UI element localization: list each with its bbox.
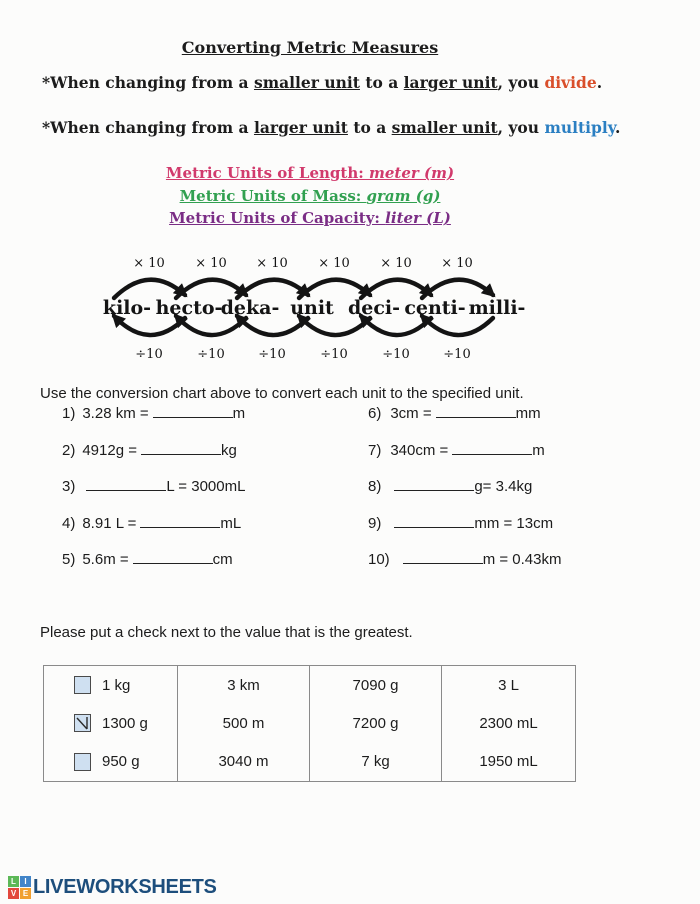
prefix-milli: milli-: [468, 297, 526, 319]
answer-blank-4[interactable]: [140, 514, 220, 528]
multiply-arc: [114, 280, 185, 298]
greatest-instruction: Please put a check next to the value that is the greatest.: [40, 624, 413, 641]
divide-ten-label: ÷10: [320, 347, 348, 362]
prefix-centi: centi-: [404, 297, 466, 319]
divide-ten-label: ÷10: [382, 347, 410, 362]
table-cell: [309, 704, 441, 742]
rule-text: *When changing from a: [42, 118, 254, 137]
metric-unit-lines: [0, 162, 620, 230]
problem-number: 6): [368, 405, 382, 422]
table-cell: [44, 743, 177, 781]
answer-blank-1[interactable]: [153, 404, 233, 418]
table-cell: [44, 666, 177, 704]
page-title: [0, 38, 620, 57]
rule-text: , you: [497, 73, 545, 92]
table-cell: [309, 666, 441, 704]
answer-blank-9[interactable]: [394, 514, 474, 528]
table-cell: [177, 743, 309, 781]
problem-10: [368, 550, 561, 568]
conversion-chart-diagram: [84, 251, 554, 363]
problem-8: [368, 477, 561, 495]
divide-ten-label: ÷10: [135, 347, 163, 362]
rule-text: to a: [359, 73, 404, 92]
problem-3: [62, 477, 245, 495]
table-cell: [441, 704, 575, 742]
prefix-unit: unit: [290, 297, 334, 319]
problem-unit: m: [232, 405, 246, 422]
table-cell: [177, 704, 309, 742]
table-cell: [441, 666, 575, 704]
table-cell: [441, 743, 575, 781]
answer-blank-7[interactable]: [452, 441, 532, 455]
rule-unit-a: smaller unit: [253, 73, 360, 92]
problem-text: 3cm =: [390, 405, 432, 422]
rule-text: , you: [497, 118, 545, 137]
divide-ten-label: ÷10: [197, 347, 225, 362]
conversion-instruction: Use the conversion chart above to convert each unit to the specified unit.: [40, 385, 524, 402]
rule-text: *When changing from a: [42, 73, 254, 92]
divide-ten-label: ÷10: [258, 347, 286, 362]
problems-right-column: [368, 404, 561, 587]
brand-name: LIVEWORKSHEETS: [33, 876, 217, 898]
problem-text: 340cm =: [390, 441, 449, 459]
table-value: 3040 m: [218, 753, 269, 771]
problem-number: 4): [62, 514, 76, 532]
capacity-line: [169, 209, 451, 227]
times-ten-label: × 10: [133, 256, 165, 271]
rule-text: to a: [347, 118, 392, 137]
keyword-divide: divide: [544, 73, 597, 92]
times-ten-label: × 10: [256, 256, 288, 271]
rule-divide: [42, 73, 602, 92]
problem-number: 1): [62, 405, 76, 422]
rule-multiply: [42, 118, 620, 137]
length-unit: meter (m): [369, 164, 455, 182]
table-value: 3 L: [498, 676, 519, 694]
divide-ten-label: ÷10: [443, 347, 471, 362]
table-value: 500 m: [222, 714, 265, 732]
table-value: 7090 g: [352, 676, 399, 694]
problem-number: 3): [62, 478, 76, 496]
problem-number: 10): [368, 551, 390, 569]
checkbox-1kg[interactable]: [74, 676, 91, 694]
table-value: 950 g: [102, 753, 140, 771]
table-value: 7 kg: [361, 753, 390, 771]
table-value: 3 km: [227, 676, 260, 694]
problem-unit: mm: [515, 405, 541, 422]
problem-number: 5): [62, 551, 76, 569]
problem-1: [62, 404, 245, 422]
answer-blank-8[interactable]: [394, 477, 474, 491]
problem-number: 8): [368, 478, 382, 496]
times-ten-label: × 10: [380, 256, 412, 271]
prefix-kilo: kilo-: [102, 297, 152, 319]
rule-unit-a: larger unit: [253, 118, 348, 137]
rule-unit-b: larger unit: [403, 73, 498, 92]
table-value: 1300 g: [102, 714, 148, 732]
problem-7: [368, 441, 561, 459]
problem-text: 3.28 km =: [82, 405, 149, 422]
prefix-deka: deka-: [220, 297, 280, 319]
problem-text: 8.91 L =: [82, 514, 137, 532]
problem-unit: kg: [220, 441, 237, 459]
problem-unit: g= 3.4kg: [474, 478, 533, 496]
times-ten-label: × 10: [318, 256, 350, 271]
liveworksheets-logo[interactable]: [8, 876, 217, 899]
answer-blank-6[interactable]: [436, 404, 516, 418]
checkbox-1300g[interactable]: [74, 714, 91, 732]
table-value: 1950 mL: [479, 753, 538, 771]
problem-unit: mm = 13cm: [474, 514, 554, 532]
logo-block-v: V: [8, 888, 19, 899]
problem-number: 2): [62, 441, 76, 459]
table-value: 2300 mL: [479, 714, 538, 732]
answer-blank-10[interactable]: [403, 550, 483, 564]
problem-2: [62, 441, 245, 459]
logo-block-i: I: [20, 876, 31, 887]
keyword-multiply: multiply: [544, 118, 615, 137]
rule-text: .: [615, 118, 621, 137]
problem-unit: L = 3000mL: [166, 478, 246, 496]
page-title-text: Converting Metric Measures: [181, 38, 439, 57]
problem-text: 4912g =: [82, 441, 137, 459]
table-value: 7200 g: [352, 714, 399, 732]
logo-block-e: E: [20, 888, 31, 899]
length-label: Metric Units of Length:: [165, 164, 369, 182]
prefix-hecto: hecto-: [155, 297, 223, 319]
rule-text: .: [596, 73, 603, 92]
greatest-value-table: [43, 665, 576, 782]
rule-unit-b: smaller unit: [391, 118, 498, 137]
answer-blank-3[interactable]: [86, 477, 166, 491]
problem-number: 9): [368, 514, 382, 532]
problems-left-column: [62, 404, 245, 587]
mass-unit: gram (g): [366, 186, 441, 205]
length-line: [166, 164, 454, 182]
problem-unit: m: [532, 441, 545, 459]
times-ten-label: × 10: [441, 256, 473, 271]
problem-9: [368, 514, 561, 532]
problem-text: 5.6m =: [82, 551, 129, 569]
problem-5: [62, 550, 245, 568]
table-cell: [309, 743, 441, 781]
table-cell: [177, 666, 309, 704]
answer-blank-2[interactable]: [141, 441, 221, 455]
table-cell: [44, 704, 177, 742]
prefix-deci: deci-: [347, 297, 401, 319]
liveworksheets-blocks-icon: [8, 876, 31, 899]
mass-line: [180, 187, 441, 205]
problem-unit: cm: [212, 551, 233, 569]
table-value: 1 kg: [102, 676, 131, 694]
problem-unit: mL: [220, 514, 242, 532]
mass-label: Metric Units of Mass:: [179, 186, 367, 205]
checkbox-950g[interactable]: [74, 753, 91, 771]
problem-6: [368, 404, 561, 422]
answer-blank-5[interactable]: [133, 550, 213, 564]
capacity-unit: liter (L): [385, 209, 451, 227]
logo-block-l: L: [8, 876, 19, 887]
problem-unit: m = 0.43km: [482, 551, 562, 569]
problem-4: [62, 514, 245, 532]
times-ten-label: × 10: [195, 256, 227, 271]
capacity-label: Metric Units of Capacity:: [169, 209, 386, 227]
problem-number: 7): [368, 441, 382, 459]
